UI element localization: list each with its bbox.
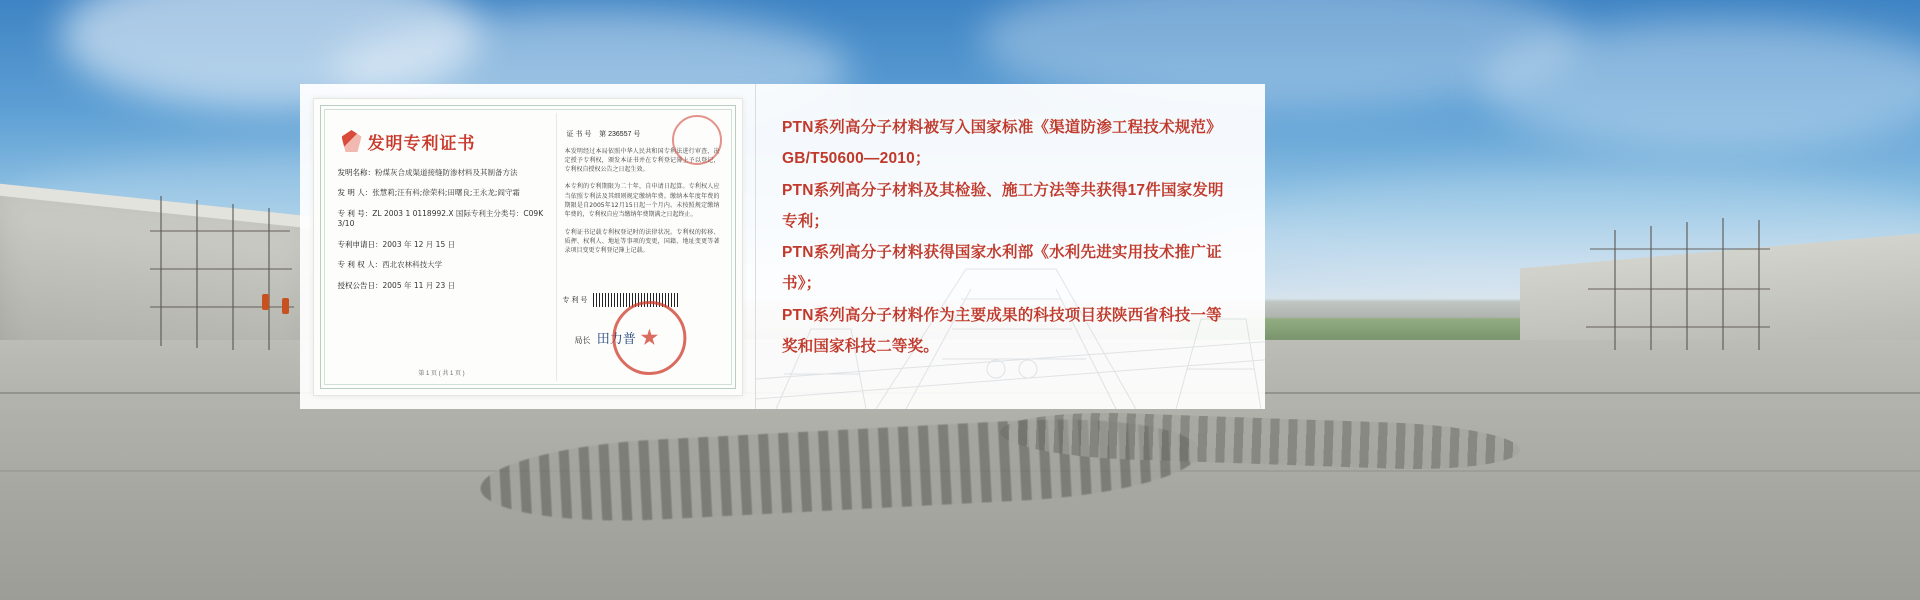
national-ip-office-seal-icon: [612, 301, 686, 375]
field-value: 粉煤灰合成渠道接缝防渗材料及其制备方法: [375, 167, 518, 177]
scaffold-pole: [160, 196, 162, 346]
certificate-field-patentee: [338, 260, 548, 270]
worker-figure: [282, 298, 289, 314]
field-key: 专 利 号：: [337, 209, 373, 218]
field-value: 2003 年 12 月 15 日: [382, 239, 456, 249]
scaffold-pole: [196, 200, 198, 348]
signature-name: 田力普: [596, 331, 636, 347]
certificate-pane: [300, 84, 756, 409]
field-key: 发明名称：: [337, 167, 375, 177]
scaffold-rail: [150, 306, 294, 308]
certificate-right-column: [556, 113, 728, 381]
certificate-paragraph: 本发明经过本局依照中华人民共和国专利法进行审查，决定授予专利权，颁发本证书并在专利登记簿上予以登记，专利权自授权公告之日起生效。: [564, 147, 720, 174]
patent-number-label: 专 利 号: [562, 296, 588, 304]
highlight-item: PTN系列高分子材料及其检验、施工方法等共获得17件国家发明专利；: [782, 181, 1224, 230]
certificate-field-invention: [338, 168, 548, 178]
field-key: 发 明 人：: [337, 188, 373, 198]
highlight-item: PTN系列高分子材料被写入国家标准《渠道防渗工程技术规范》GB/T50600—2010；: [782, 119, 1222, 168]
scaffold-pole: [1722, 218, 1724, 350]
scaffold-rail: [150, 268, 292, 270]
certificate-field-patent-number: [338, 209, 548, 229]
patent-certificate: [313, 98, 743, 396]
field-value: 张慧莉;汪有科;徐荣科;田曙良;王永龙;阎守霜: [372, 188, 520, 198]
content-panel: [300, 84, 1265, 409]
certificate-number-value: 第 236557 号: [599, 130, 641, 138]
worker-figure: [262, 294, 269, 310]
certificate-field-grant-date: [338, 281, 548, 291]
cloud-shape: [1480, 20, 1920, 150]
certificate-number-label: 证 书 号: [566, 130, 592, 138]
highlight-item: PTN系列高分子材料获得国家水利部《水利先进实用技术推广证书》；: [782, 244, 1222, 293]
scaffold-pole: [1758, 220, 1760, 350]
field-key: 专利申请日：: [337, 239, 383, 249]
flame-emblem-icon: [342, 130, 362, 152]
highlight-list: [782, 112, 1225, 362]
certificate-page-footer: 第 1 页 ( 共 1 页 ): [418, 370, 465, 377]
certificate-paragraph: 本专利的专利期限为二十年，自申请日起算。专利权人应当依照专利法及其细则规定缴纳年费。缴纳本年度年费的期限是自2005年12月15日起一个月内。未按照规定缴纳年费的，专利权自应当缴纳年费期满之日起终止。: [564, 183, 720, 219]
scaffold-rail: [1586, 326, 1770, 328]
certificate-field-inventors: [338, 188, 548, 198]
official-seal-icon: [672, 115, 722, 165]
field-value: 西北农林科技大学: [382, 260, 443, 270]
field-key: 授权公告日：: [337, 281, 383, 290]
field-key: 专 利 权 人：: [337, 260, 383, 270]
field-value: 2005 年 11 月 23 日: [382, 281, 456, 290]
field-value: ZL 2003 1 0118992.X 国际专利主分类号：C09K 3/10: [337, 209, 544, 228]
scaffold-rail: [1588, 288, 1770, 290]
scaffold-rail: [1590, 248, 1770, 250]
certificate-title: 发明专利证书: [367, 133, 476, 154]
certificate-title-row: [342, 129, 548, 154]
scaffold-rail: [150, 230, 290, 232]
certificate-field-application-date: [338, 240, 548, 250]
certificate-paragraph: 专利证书记载专利权登记时的法律状况。专利权的转移、质押、权利人、地址等事项的变更，国籍、地址变更等著录项目变更专利登记簿上记载。: [564, 228, 720, 255]
scaffold-pole: [232, 204, 234, 350]
signature-label: 局长: [574, 335, 591, 345]
certificate-left-column: [328, 113, 556, 381]
highlight-item: PTN系列高分子材料作为主要成果的科技项目获陕西省科技一等奖和国家科技二等奖。: [782, 306, 1222, 356]
scaffold-pole: [1686, 222, 1688, 350]
highlights-pane: [756, 84, 1265, 409]
